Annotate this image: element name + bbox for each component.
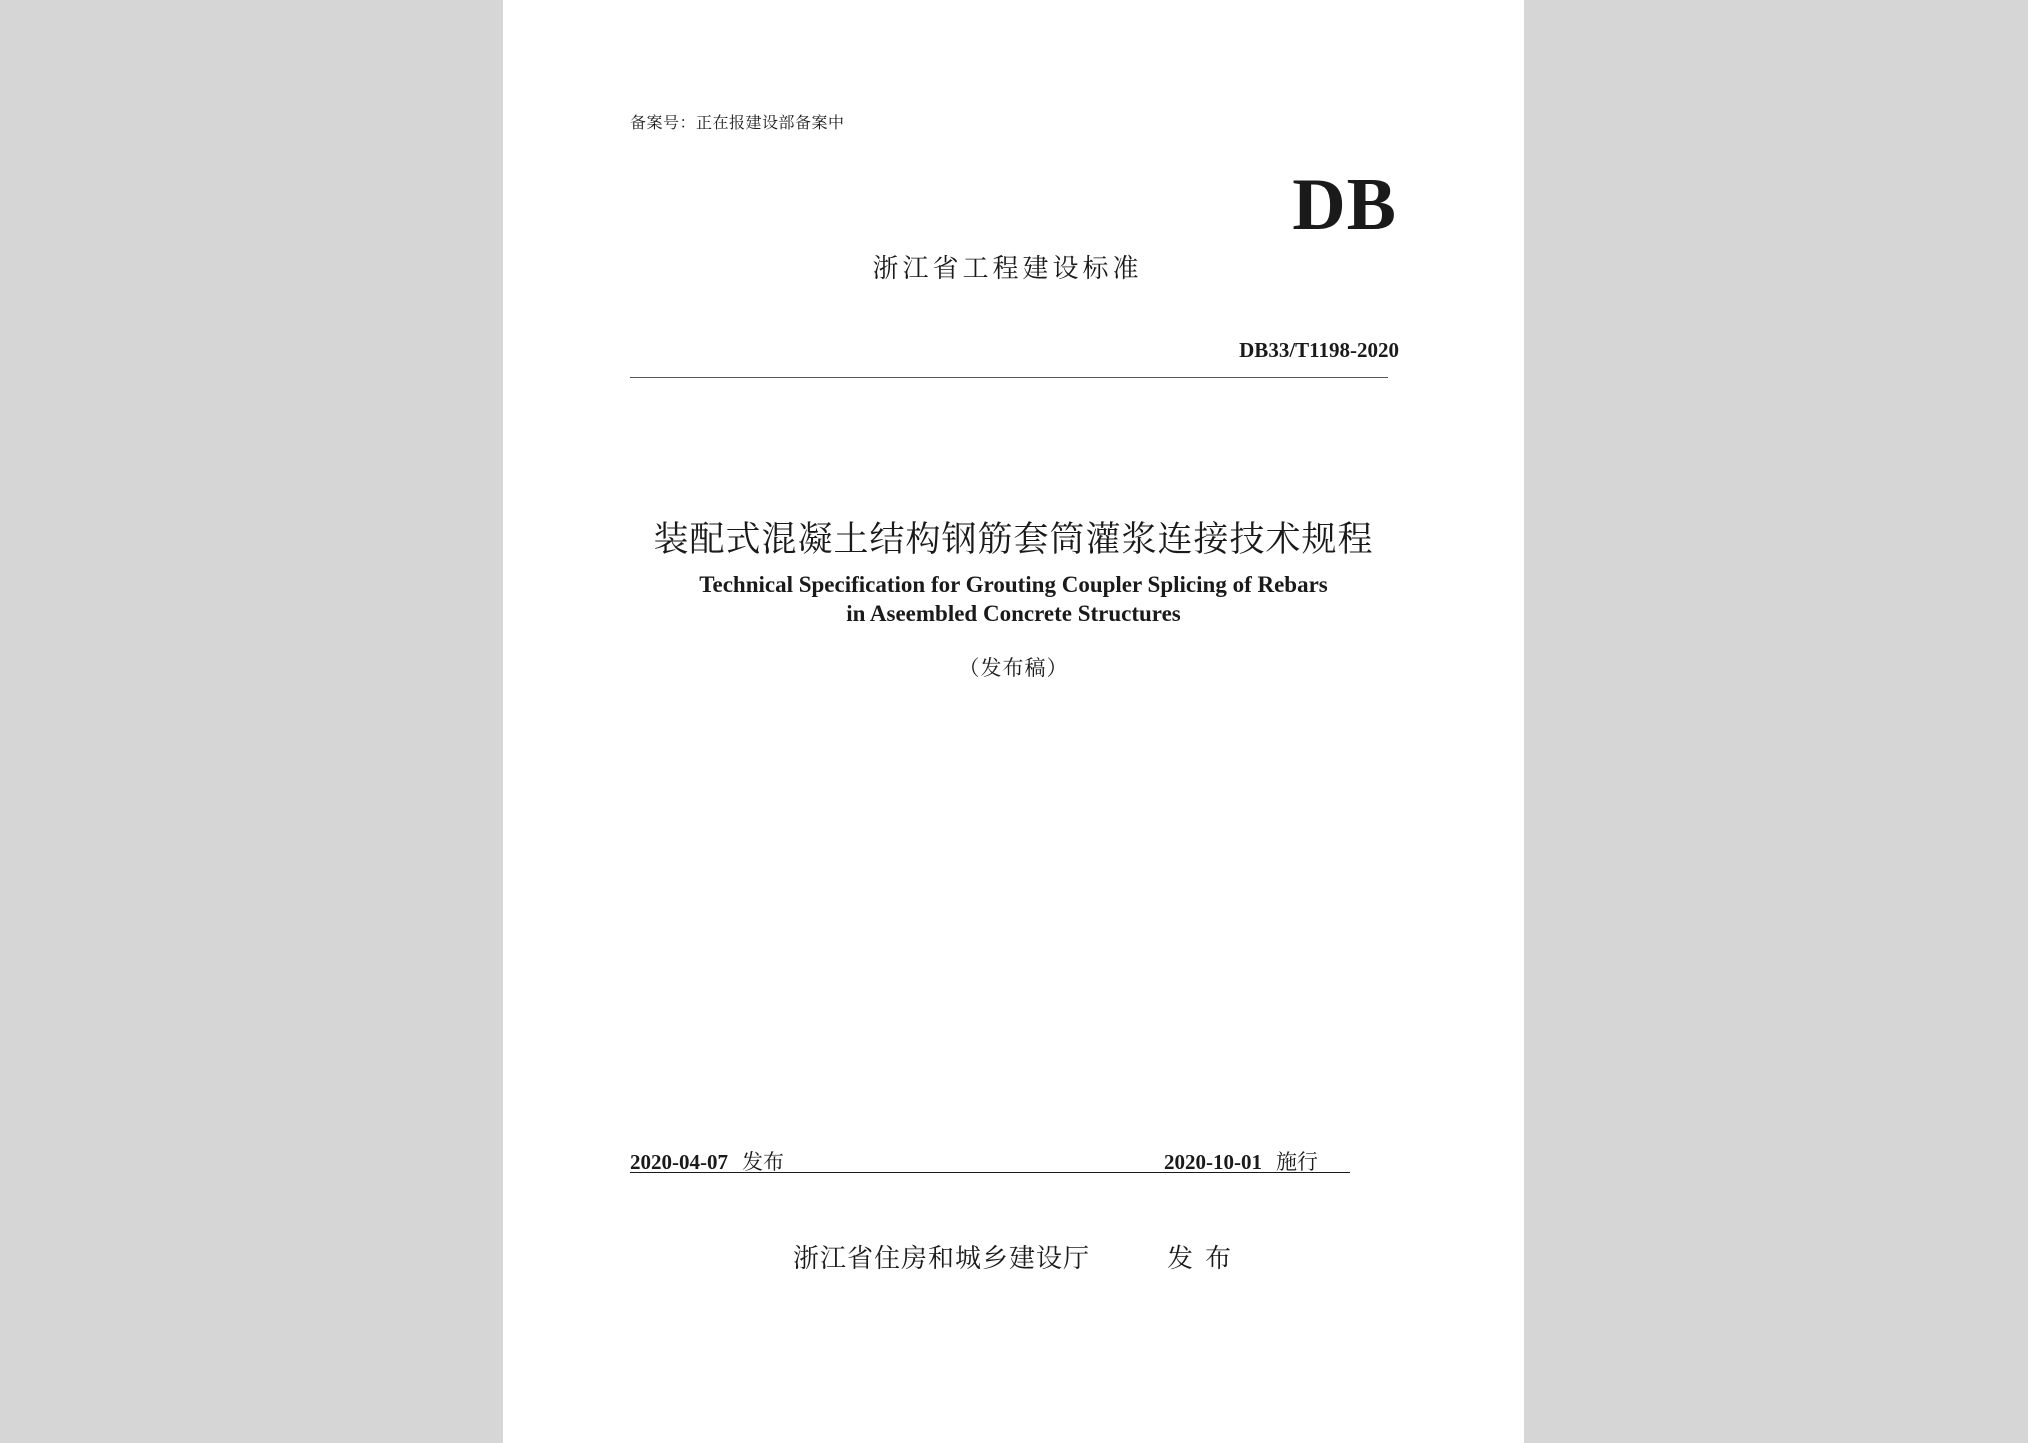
draft-label: （发布稿） (958, 656, 1069, 680)
standard-code: DB33/T1198-2020 (1239, 338, 1399, 362)
issue-date: 2020-04-07 (630, 1150, 728, 1174)
standard-type: 浙江省工程建设标准 (872, 254, 1143, 284)
implement-label: 施行 (1276, 1150, 1318, 1174)
db-standard-mark: DB (1292, 164, 1397, 246)
title-english-line-2: in Aseembled Concrete Structures (846, 601, 1181, 626)
issuing-authority: 浙江省住房和城乡建设厅 (793, 1244, 1091, 1274)
title-chinese: 装配式混凝土结构钢筋套筒灌浆连接技术规程 (653, 520, 1374, 560)
issuer-action: 发布 (1167, 1244, 1244, 1274)
issue-label: 发布 (742, 1150, 784, 1174)
filing-number: 备案号：正在报建设部备案中 (630, 113, 845, 132)
header-divider (630, 377, 1388, 378)
implement-date: 2020-10-01 (1164, 1150, 1262, 1174)
document-page (503, 0, 1524, 1443)
footer-divider (630, 1172, 1350, 1173)
title-english-line-1: Technical Specification for Grouting Coupler Splicing of Rebars (699, 572, 1328, 597)
